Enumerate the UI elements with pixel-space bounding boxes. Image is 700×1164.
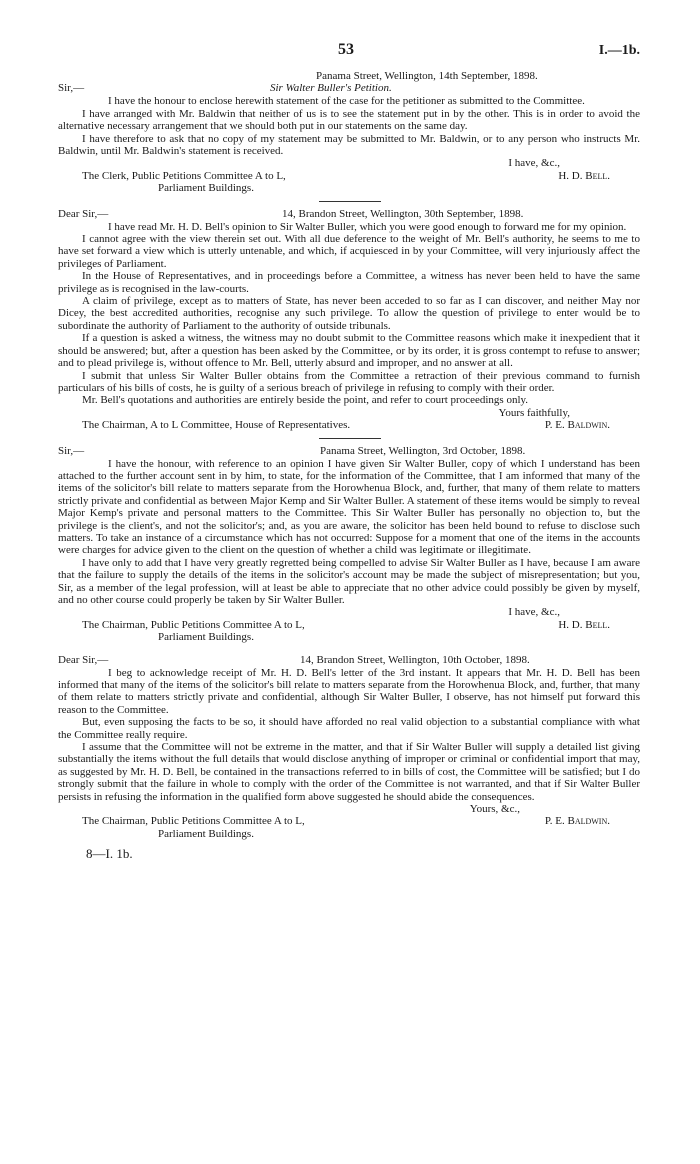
page-header (58, 0, 640, 60)
letter-paragraph: I submit that unless Sir Walter Buller obtains from the Committee a retraction of their previous command to furnish particulars of his bills of costs, he is guilty of a serious breach of privilege in refusing to comply with their order. (58, 369, 640, 394)
salutation: Dear Sir,— (58, 653, 109, 666)
letter-closing: I have, &c., (508, 606, 560, 619)
salutation: Sir,— (58, 444, 85, 457)
signature: P. E. Baldwin. (544, 815, 610, 828)
salutation-row (58, 208, 640, 221)
closing-row (58, 803, 640, 815)
signature: H. D. Bell. (558, 618, 610, 631)
signature-mark: 8—I. 1b. (86, 846, 133, 862)
salutation: Sir,— (58, 82, 85, 95)
letter-paragraph: Mr. Bell's quotations and authorities are entirely beside the point, and refer to court proceedings only. (82, 394, 529, 407)
signature: H. D. Bell. (558, 169, 610, 182)
letter-1 (58, 70, 640, 195)
recipient-signature-row (58, 170, 640, 182)
section-divider (319, 438, 381, 439)
letter-address: 14, Brandon Street, Wellington, 30th September, 1898. (282, 207, 524, 220)
letter-paragraph: I have arranged with Mr. Baldwin that neither of us is to see the statement put in by the other. This is in order to avoid the alternative necessary arrangement that we should both put in our statements on the same day. (58, 107, 640, 133)
page-number: 53 (338, 41, 354, 58)
letter-2 (58, 208, 640, 432)
letter-paragraph: In the House of Representatives, and in proceedings before a Committee, a witness has never been held to have the same privilege as is recognised in the law-courts. (58, 270, 640, 295)
recipient: The Clerk, Public Petitions Committee A to L, (82, 169, 286, 182)
salutation: Dear Sir,— (58, 207, 109, 220)
recipient-signature-row (58, 815, 640, 827)
letter-paragraph: I have the honour to enclose herewith statement of the case for the petitioner as submitted to the Committee. (108, 95, 585, 108)
recipient-address: Parliament Buildings. (158, 827, 254, 840)
letter-paragraph: A claim of privilege, except as to matters of State, has never been acceded to so far as I can discover, and neither May nor Dicey, the best accredited authorities, recognise any such privilege. To allow the question of privilege to enter would be to subordinate the authority of Parliament to the authority of outside tribunals. (58, 295, 640, 332)
letter-address: 14, Brandon Street, Wellington, 10th October, 1898. (300, 653, 530, 666)
section-divider (319, 201, 381, 202)
letter-closing: Yours, &c., (469, 803, 520, 816)
letter-3 (58, 445, 640, 644)
letter-address: Panama Street, Wellington, 14th September, 1898. (316, 70, 538, 82)
letter-4 (58, 654, 640, 841)
letter-paragraph: I assume that the Committee will not be extreme in the matter, and that if Sir Walter Buller will supply a detailed list giving substantially the items without the full details that would disclose anything of improper or criminal or confidential import that may, as suggested by Mr. H. D. Bell, be contained in the transactions referred to in bills of cost, the Committee will be satisfied; but I do strongly submit that the failure in whole to comply with the order of the Committee is not warranted, and that if Sir Walter Buller persists in refusing the information in the qualified form above suggested he should abide the consequences. (58, 741, 640, 803)
letter-paragraph: But, even supposing the facts to be so, it should have afforded no real valid objection to a substantial compliance with what the Committee really require. (58, 716, 640, 741)
recipient: The Chairman, Public Petitions Committee A to L, (82, 815, 305, 828)
recipient-signature-row (58, 619, 640, 631)
spacer (58, 644, 640, 654)
letter-closing: I have, &c., (508, 157, 560, 170)
letter-paragraph: I have the honour, with reference to an opinion I have given Sir Walter Buller, copy of which I understand has been attached to the further account sent in by him, to state, for the information of the Committee, that I am informed that many of the items of the solicitor's bill relate to matters separate from the Horowhenua Block, and, further, that many of them relate to matters strictly private and confidential as between Major Kemp and Sir Walter Buller. A statement of these items would be simply to reveal Major Kemp's private and personal matters to the Committee. This Sir Walter Buller has personally no objection to, but the privilege is the client's, and not the solicitor's; and, as you are aware, the solicitor has been held bound to refuse to disclose such matters. To take an instance of a circumstance which has not occurred: Suppose for a moment that one of the items in the accounts were charges for advice given to the client on the question of whether a child was legitimate or illegitimate. (58, 457, 640, 557)
recipient-address: Parliament Buildings. (158, 182, 254, 195)
series-reference: I.—1b. (598, 43, 640, 58)
letter-paragraph: I have therefore to ask that no copy of my statement may be submitted to Mr. Baldwin, or to any person who instructs Mr. Baldwin, until Mr. Baldwin's statement is received. (58, 132, 640, 158)
signature: P. E. Baldwin. (544, 419, 610, 432)
recipient: The Chairman, Public Petitions Committee A to L, (82, 618, 305, 631)
salutation-row (58, 82, 640, 95)
letter-paragraph: I beg to acknowledge receipt of Mr. H. D. Bell's letter of the 3rd instant. It appears that Mr. H. D. Bell has been informed that many of the items of the solicitor's bill relate to matters separate from the Horowhenua Block, and, further, that many of them relate to matters strictly private and confidential, although Sir Walter Buller, I observe, has not himself put forward this reason to the Committee. (58, 666, 640, 716)
recipient: The Chairman, A to L Committee, House of Representatives. (82, 419, 351, 432)
document-page (58, 0, 640, 861)
salutation-row (58, 445, 640, 458)
recipient-signature-row (58, 419, 640, 431)
letter-paragraph: I have only to add that I have very greatly regretted being compelled to advise Sir Walter Buller as I have, because I am aware that the failure to supply the details of the items in the solicitor's account may be made the subject of misrepresentation; but you, Sir, as a member of the legal profession, will at least be able to appreciate that no other advice could possibly be given by myself, and no other course could properly be taken by Sir Walter Buller. (58, 556, 640, 606)
recipient-address: Parliament Buildings. (158, 631, 254, 644)
salutation-row (58, 654, 640, 667)
letter-address: Panama Street, Wellington, 3rd October, 1898. (320, 444, 526, 457)
letter-paragraph: I cannot agree with the view therein set out. With all due deference to the weight of Mr. Bell's authority, he seems to me to have set forward a view which is utterly untenable, and which, if acquiesced in by your Committee, will very injuriously affect the privileges of Parliament. (58, 233, 640, 270)
letter-closing: Yours faithfully, (498, 406, 570, 419)
letter-paragraph: I have read Mr. H. D. Bell's opinion to Sir Walter Buller, which you were good enough to forward me for my opinion. (108, 220, 627, 233)
letter-paragraph: If a question is asked a witness, the witness may no doubt submit to the Committee reasons which make it inexpedient that it should be answered; but, after a question has been asked by the Committee, or by its order, it is gross contempt to refuse to answer; and to plead privilege is, without offence to Mr. Bell, utterly absurd and improper, and no answer at all. (58, 332, 640, 370)
letter-subject: Sir Walter Buller's Petition. (270, 82, 392, 95)
